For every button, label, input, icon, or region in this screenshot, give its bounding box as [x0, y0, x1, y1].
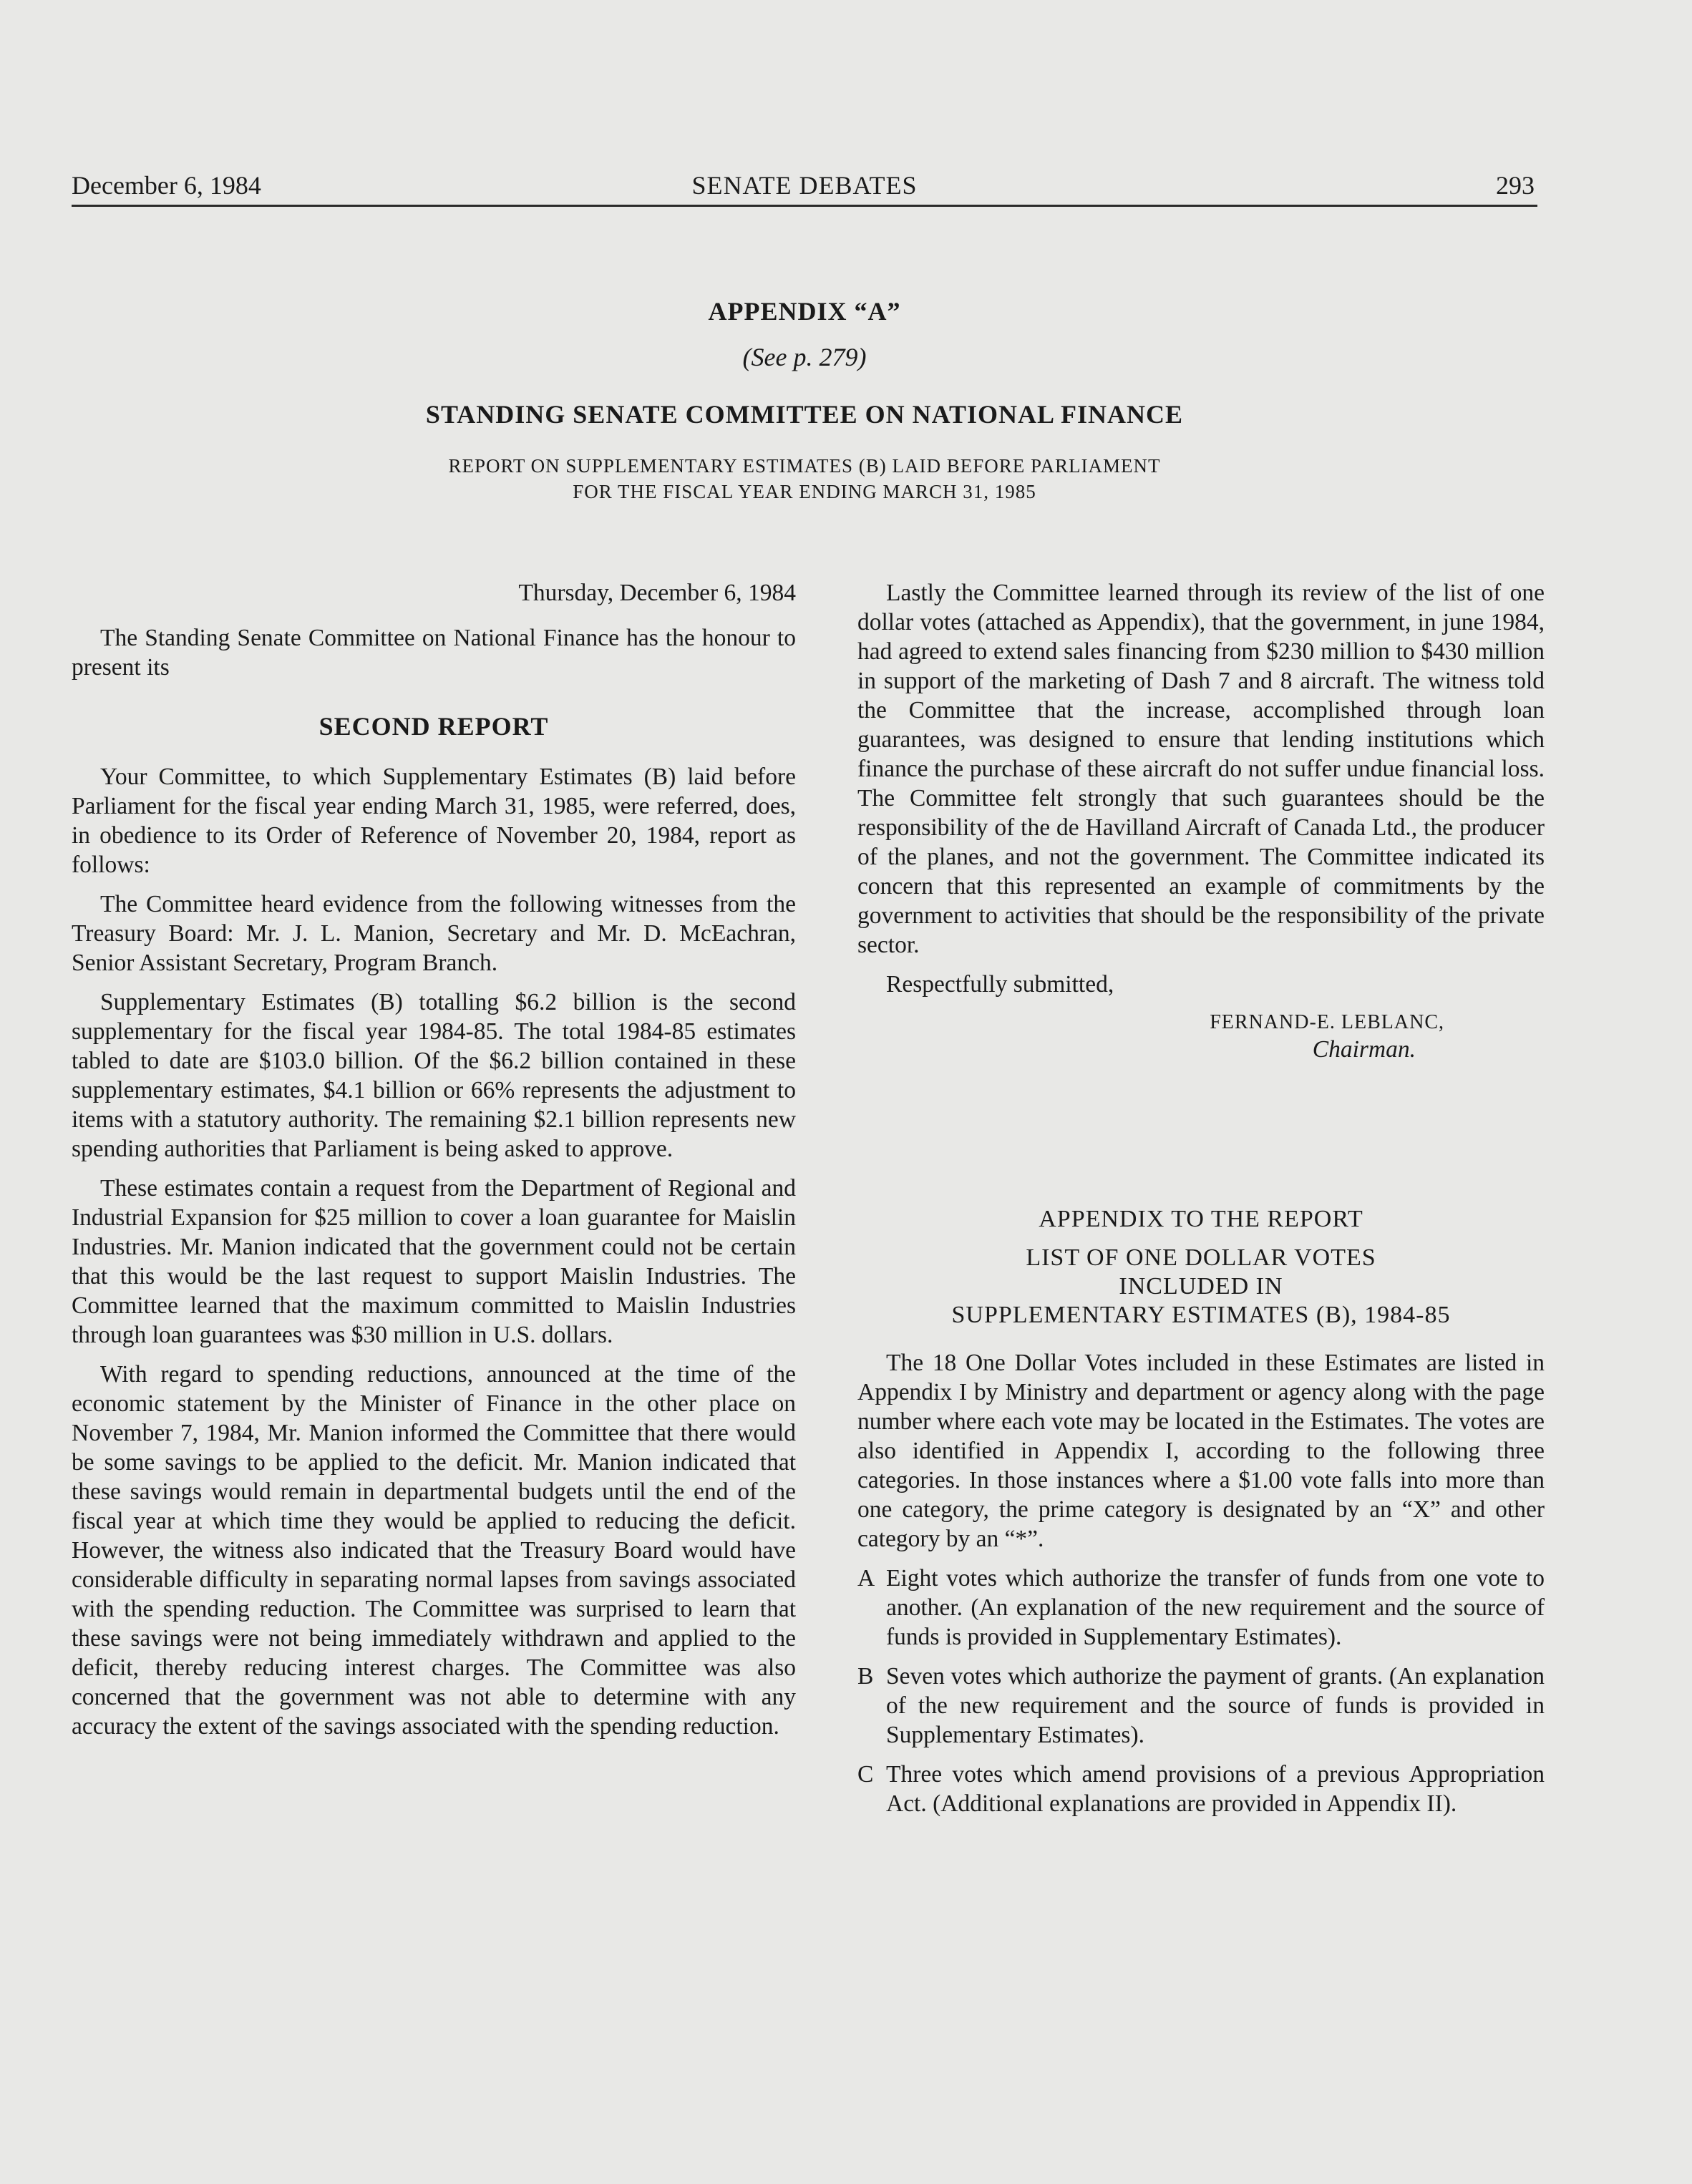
- category-item: [857, 1662, 1545, 1750]
- paragraph: With regard to spending reductions, announced at the time of the economic statement by the Minister of Finance in the other place on November 7, 1984, Mr. Manion informed the Committee that there would be some savings to be applied to the deficit. Mr. Manion indicated that these savings would remain in departmental budgets until the end of the fiscal year at which time they would be applied to reducing the deficit. However, the witness also indicated that the Treasury Board would have considerable difficulty in separating normal lapses from savings associated with the spending reduction. The Committee was surprised to learn that these savings were not being immediately withdrawn and applied to the deficit, thereby reducing interest charges. The Committee was also concerned that the government was not able to determine with any accuracy the extent of the savings associated with the spending reduction.: [72, 1361, 796, 1740]
- committee-title: STANDING SENATE COMMITTEE ON NATIONAL FINANCE: [425, 400, 1184, 429]
- category-item: [857, 1564, 1545, 1652]
- category-item: [857, 1760, 1545, 1818]
- category-text: Eight votes which authorize the transfer of funds from one vote to another. (An explanation of the new requirement and the source of funds is provided in Supplementary Estimates).: [886, 1565, 1545, 1650]
- paragraph: The Committee heard evidence from the following witnesses from the Treasury Board: Mr. J. L. Manion, Secretary and Mr. D. McEachran, Senior Assistant Secretary, Program Branch.: [72, 891, 796, 976]
- closing: Respectfully submitted,: [886, 971, 1114, 998]
- category-text: Three votes which amend provisions of a previous Appropriation Act. (Additional explanations are provided in Appendix II).: [886, 1761, 1545, 1817]
- left-column: [72, 578, 796, 1751]
- paragraph: Your Committee, to which Supplementary Estimates (B) laid before Parliament for the fiscal year ending March 31, 1985, were referred, does, in obedience to its Order of Reference of November 20, 1984, report as follows:: [72, 764, 796, 878]
- right-column: [857, 578, 1545, 1828]
- signer-role: Chairman.: [1312, 1036, 1416, 1063]
- paragraph: These estimates contain a request from the Department of Regional and Industrial Expansion for $25 million to cover a loan guarantee for Maislin Industries. Mr. Manion indicated that the government could not be certain that this would be the last request to support Maislin Industries. The Committee learned that the maximum committed to Maislin Industries through loan guarantees was $30 million in U.S. dollars.: [72, 1175, 796, 1348]
- category-text: Seven votes which authorize the payment of grants. (An explanation of the new requirement and the source of funds is provided in Supplementary Estimates).: [886, 1663, 1545, 1748]
- appendix-report-heading: APPENDIX TO THE REPORT: [1039, 1206, 1363, 1232]
- page-header: [72, 167, 1537, 207]
- signer-name: FERNAND-E. LEBLANC,: [1210, 1011, 1444, 1033]
- appendix-title: APPENDIX “A”: [708, 297, 901, 326]
- second-report-heading: SECOND REPORT: [319, 712, 549, 741]
- appendix-report-subheading: [857, 1244, 1545, 1330]
- intro-paragraph: The Standing Senate Committee on National Finance has the honour to present its: [72, 625, 796, 681]
- page-number: 293: [1496, 171, 1535, 200]
- report-date: Thursday, December 6, 1984: [518, 580, 796, 606]
- paragraph: Lastly the Committee learned through its review of the list of one dollar votes (attached as Appendix), that the government, in june 1984, had agreed to extend sales financing from $230 million to $430 million in support of the marketing of Dash 7 and 8 aircraft. The witness told the Committee that the increase, accomplished through loan guarantees, was designed to ensure that lending institutions which finance the purchase of these aircraft do not suffer undue financial loss. The Committee felt strongly that such guarantees should be the responsibility of the de Havilland Aircraft of Canada Ltd., the producer of the planes, and not the government. The Committee indicated its concern that this represented an example of commitments by the government to activities that should be the responsibility of the private sector.: [857, 580, 1545, 958]
- category-letter: A: [857, 1565, 875, 1591]
- header-date: December 6, 1984: [72, 171, 261, 200]
- report-subtitle-line-1: REPORT ON SUPPLEMENTARY ESTIMATES (B) LAID BEFORE PARLIAMENT: [448, 455, 1161, 477]
- appendix-sub-line-3: SUPPLEMENTARY ESTIMATES (B), 1984-85: [951, 1302, 1451, 1328]
- appendix-sub-line-1: LIST OF ONE DOLLAR VOTES: [1026, 1244, 1376, 1271]
- signature-block: [857, 1009, 1444, 1063]
- report-subtitle-line-2: FOR THE FISCAL YEAR ENDING MARCH 31, 1985: [573, 481, 1036, 502]
- appendix-sub-line-2: INCLUDED IN: [1119, 1273, 1283, 1300]
- header-title: SENATE DEBATES: [691, 171, 918, 200]
- appendix-paragraph: The 18 One Dollar Votes included in these Estimates are listed in Appendix I by Ministry and department or agency along with the page number where each vote may be located in the Estimates. The votes are also identified in Appendix I, according to the following three categories. In those instances where a $1.00 vote falls into more than one category, the prime category is designated by an “X” and other category by an “*”.: [857, 1350, 1545, 1552]
- appendix-reference: (See p. 279): [742, 343, 867, 371]
- category-letter: B: [857, 1663, 874, 1690]
- paragraph: Supplementary Estimates (B) totalling $6.2 billion is the second supplementary for the fiscal year 1984-85. The total 1984-85 estimates tabled to date are $103.0 billion. Of the $6.2 billion contained in these supplementary estimates, $4.1 billion or 66% represents the adjustment to items with a statutory authority. The remaining $2.1 billion represents new spending authorities that Parliament is being asked to approve.: [72, 989, 796, 1162]
- category-letter: C: [857, 1761, 874, 1788]
